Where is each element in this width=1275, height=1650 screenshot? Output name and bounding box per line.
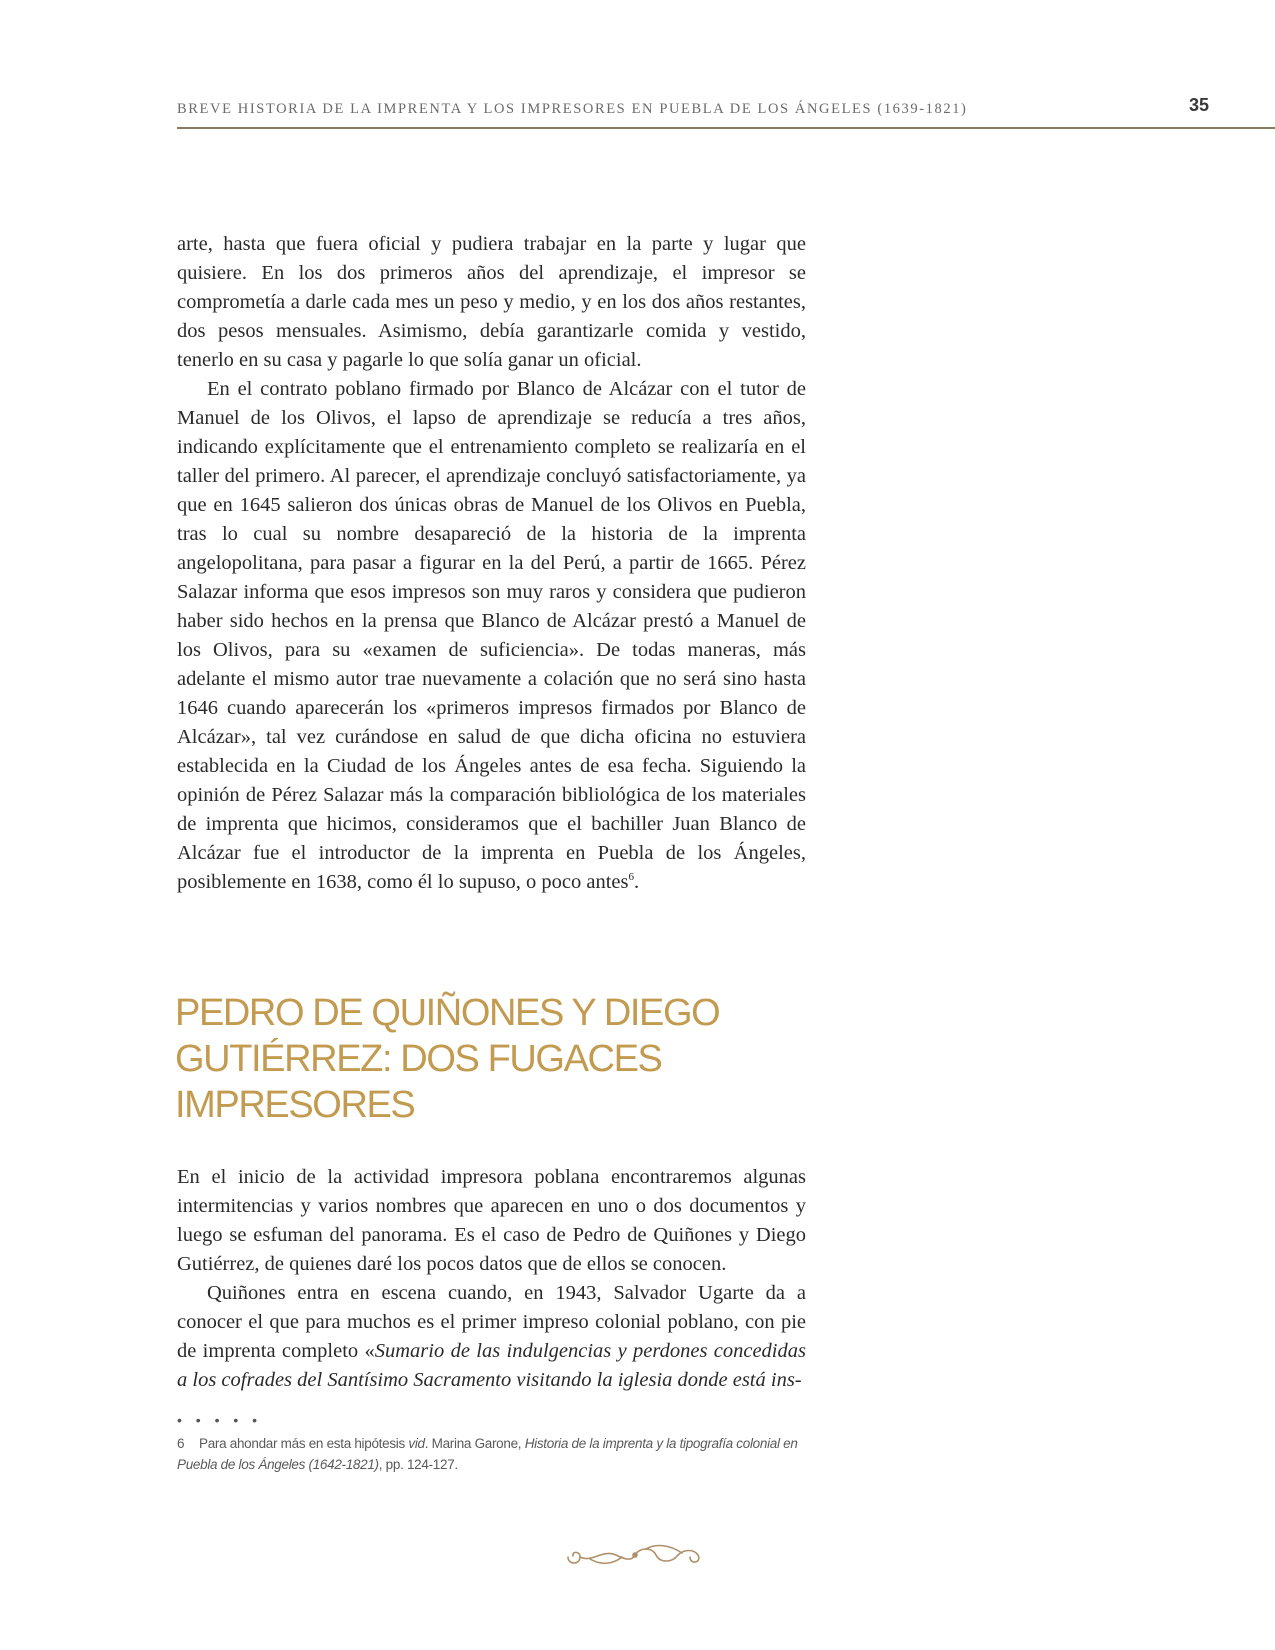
italic-title: Sumario de las indulgencias y perdones concedidas a los cofrades del Santísimo Sacramento visitando la iglesia donde está ins- bbox=[177, 1340, 806, 1391]
footnote-pages: , pp. 124-127. bbox=[378, 1457, 458, 1472]
footnote-reference[interactable]: 6 bbox=[628, 871, 634, 884]
paragraph-end: . bbox=[634, 871, 640, 893]
paragraph bbox=[177, 375, 806, 897]
footnote-separator: • • • • • bbox=[177, 1412, 263, 1428]
footnote-book-title: Historia de la imprenta y la tipografía colonial en Puebla de los Ángeles (1642-1821) bbox=[177, 1436, 798, 1472]
paragraph: arte, hasta que fuera oficial y pudiera trabajar en la parte y lugar que quisiere. En los dos primeros años del aprendizaje, el impresor se comprometía a darle cada mes un peso y medio, y en los dos años restantes, dos pesos mensuales. Asimismo, debía garantizarle comida y vestido, tenerlo en su casa y pagarle lo que solía ganar un oficial. bbox=[177, 233, 806, 371]
footnote-vid: vid bbox=[408, 1436, 425, 1451]
flourish-ornament-icon bbox=[560, 1535, 710, 1575]
paragraph-text: En el contrato poblano firmado por Blanco de Alcázar con el tutor de Manuel de los Olivos, el lapso de aprendizaje se reducía a tres años, indicando explícitamente que el entrenamiento completo se realizaría en el taller del primero. Al parecer, el aprendizaje concluyó satisfactoriamente, ya que en 1645 salieron dos únicas obras de Manuel de los Olivos en Puebla, tras lo cual su nombre desapareció de la historia de la imprenta angelopolitana, para pasar a figurar en la del Perú, a partir de 1665. Pérez Salazar informa que esos impresos son muy raros y considera que pudieron haber sido hechos en la prensa que Blanco de Alcázar prestó a Manuel de los Olivos, para su «examen de suficiencia». De todas maneras, más adelante el mismo autor trae nuevamente a colación que no será sino hasta 1646 cuando aparecerán los «primeros impresos firmados por Blanco de Alcázar», tal vez curándose en salud de que dicha oficina no estuviera establecida en la Ciudad de los Ángeles antes de esa fecha. Siguiendo la opinión de Pérez Salazar más la comparación bibliológica de los materiales de imprenta que hicimos, consideramos que el bachiller Juan Blanco de Alcázar fue el introductor de la imprenta en Puebla de los Ángeles, posiblemente en 1638, como él lo supuso, o poco antes bbox=[177, 378, 806, 893]
footnote-text: Para ahondar más en esta hipótesis bbox=[199, 1436, 409, 1451]
running-title: BREVE HISTORIA DE LA IMPRENTA Y LOS IMPRESORES EN PUEBLA DE LOS ÁNGELES (1639-1821) bbox=[177, 101, 968, 117]
section-heading: PEDRO DE QUIÑONES Y DIEGO GUTIÉRREZ: DOS FUGACES IMPRESORES bbox=[175, 992, 720, 1126]
body-text-bottom bbox=[177, 1163, 806, 1395]
body-text-top bbox=[177, 230, 806, 897]
footnote-text: . Marina Garone, bbox=[424, 1436, 525, 1451]
footnote-number: 6 bbox=[177, 1436, 185, 1451]
running-header bbox=[177, 95, 1275, 129]
paragraph: En el inicio de la actividad impresora poblana encontraremos algunas intermitencias y varios nombres que aparecen en uno o dos documentos y luego se esfuman del panorama. Es el caso de Pedro de Quiñones y Diego Gutiérrez, de quienes daré los pocos datos que de ellos se conocen. bbox=[177, 1166, 806, 1275]
paragraph bbox=[177, 1279, 806, 1395]
footnote bbox=[177, 1433, 809, 1475]
page-number: 35 bbox=[1189, 95, 1210, 115]
paragraph-text: Quiñones entra en escena cuando, en 1943, Salvador Ugarte da a conocer el que para muchos es el primer impreso colonial poblano, con pie de imprenta completo « bbox=[177, 1282, 806, 1362]
